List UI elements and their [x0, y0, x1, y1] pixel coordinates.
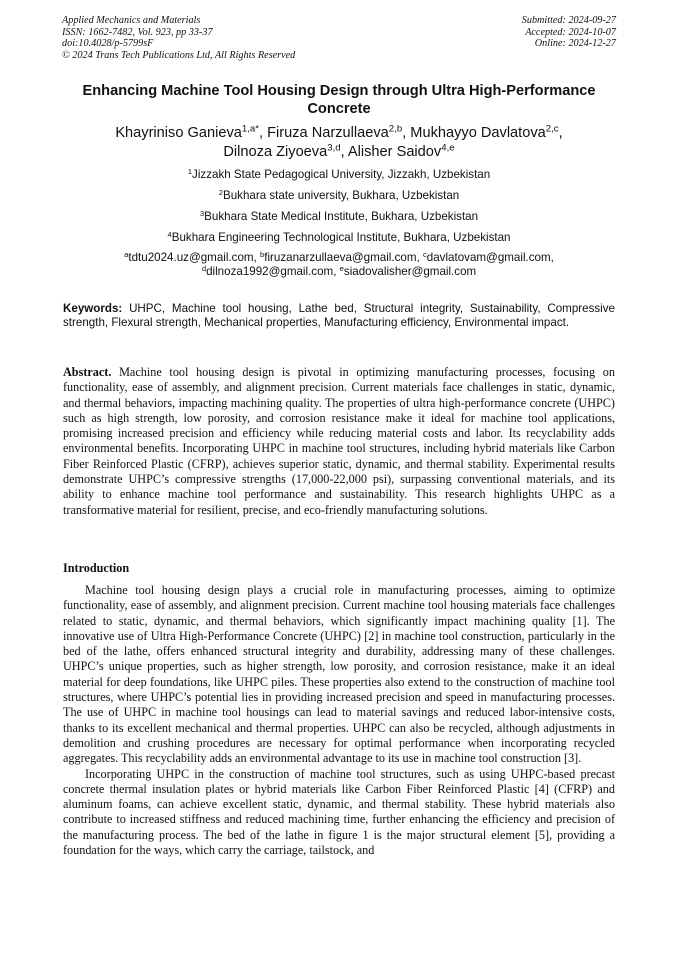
accepted-date: Accepted: 2024-10-07: [525, 26, 616, 38]
keywords-label: Keywords:: [63, 302, 123, 315]
email-link[interactable]: $^c$davlatovam@gmail.com,: [422, 249, 554, 264]
author: Mukhayyo Davlatova$^{2,c}$: [410, 123, 559, 141]
copyright: © 2024 Trans Tech Publications Ltd, All Rights Reserved: [62, 49, 296, 61]
author: Firuza Narzullaeva$^{2,b}$: [267, 123, 403, 141]
author: Alisher Saidov$^{4,e}$: [347, 142, 455, 160]
email-list: [70, 251, 608, 279]
affiliation: $^3$Bukhara State Medical Institute, Bukhara, Uzbekistan: [199, 208, 479, 223]
keywords-text: UHPC, Machine tool housing, Lathe bed, Structural integrity, Sustainability, Compressive strength, Flexural strength, Mechanical properties, Manufacturing efficiency, Environmental impact.: [63, 302, 615, 329]
affiliation: $^1$Jizzakh State Pedagogical University, Jizzakh, Uzbekistan: [187, 166, 491, 181]
abstract-label: Abstract.: [63, 365, 112, 379]
doi-link[interactable]: doi:10.4028/p-5799sF: [62, 38, 154, 50]
paragraph: Machine tool housing design plays a crucial role in manufacturing processes, aiming to optimize functionality, ease of assembly, and alignment precision. Current machine tool housing materials face challenges related to static, dynamic, and thermal behaviors, which significantly impact machining quality [1]. The innovative use of Ultra High-Performance Concrete (UHPC) [2] in machine tool construction, particularly in the bed of the lathe, offers enhanced structural integrity and durability, addressing many of these challenges. UHPC’s unique properties, such as higher strength, low porosity, and corrosion resistance, make it an ideal material for deep foundations, like UHPC piles. These properties also extend to the construction of machine tool structures, where UHPC’s potential lies in providing increased precision and speed in manufacturing processes. The use of UHPC in machine tool housings can lead to material savings and reduced labor-intensive costs, thanks to its excellent mechanical and thermal properties. UHPC can also be recycled, although adjustments in demolition and crushing procedures are necessary for optimal performance when incorporating recycled aggregates. This recyclability adds an environmental advantage to its use in machine tool construction [3].: [63, 583, 615, 766]
author-list: Khayriniso Ganieva$^{1,a*}$, Firuza Narzullaeva$^{2,b}$, Mukhayyo Davlatova$^{2,c}$, Dilnoza Ziyoeva$^{3,d}$, Alisher Saidov$^{4,e}$: [115, 123, 563, 160]
paper-title: Enhancing Machine Tool Housing Design through Ultra High-Performance Concrete: [82, 83, 596, 117]
submitted-date: Submitted: 2024-09-27: [521, 15, 616, 26]
email-link[interactable]: $^e$siadovalisher@gmail.com: [339, 263, 477, 278]
paragraph: Incorporating UHPC in the construction of machine tool structures, such as using UHPC-based precast concrete thermal insulation plates or hybrid materials like Carbon Fiber Reinforced Plastic [4] (CFRP) and aluminum foams, can achieve excellent static, dynamic, and thermal stability. These hybrid materials also contribute to increased stiffness and reduced machining time, further enhancing the efficiency and precision of the manufacturing process. The bed of the lathe in figure 1 is the major structural element [5], providing a foundation for the ways, which carry the carriage, tailstock, and: [63, 766, 615, 858]
author: Khayriniso Ganieva$^{1,a*}$: [115, 123, 260, 141]
journal-name: Applied Mechanics and Materials: [62, 15, 201, 26]
affiliation: $^2$Bukhara state university, Bukhara, Uzbekistan: [218, 187, 460, 202]
author: Dilnoza Ziyoeva$^{3,d}$: [223, 142, 341, 160]
email-link[interactable]: $^b$firuzanarzullaeva@gmail.com,: [260, 249, 423, 264]
introduction-body: [63, 583, 615, 858]
issn[interactable]: ISSN: 1662-7482, Vol. 923, pp 33-37: [62, 26, 213, 38]
abstract-text: Machine tool housing design is pivotal in optimizing manufacturing processes, focusing on functionality, ease of assembly, and alignment precision. Current materials face challenges in static, dynamic, and thermal behaviors, impacting machining quality. The properties of ultra high-performance concrete (UHPC) such as high strength, low porosity, and corrosion resistance make it ideal for machine tool applications, promising increased precision and efficiency while reducing material costs and labor. Its recyclability adds environmental benefits. Incorporating UHPC in machine tool structures, including hybrid materials like Carbon Fiber Reinforced Plastic (CFRP), achieves superior static, dynamic, and thermal stability. Experimental results demonstrate UHPC’s compressive strengths (17,000-22,000 psi), surpassing conventional materials, and its ability to enhance machine tool performance and sustainability. This research highlights UHPC as a transformative material for resilient, precise, and eco-friendly manufacturing solutions.: [63, 365, 615, 517]
keywords-section: [63, 302, 615, 330]
email-link[interactable]: $^d$dilnoza1992@gmail.com,: [201, 263, 340, 278]
publication-dates: [522, 15, 616, 50]
journal-header: [62, 15, 295, 61]
affiliation: $^4$Bukhara Engineering Technological Institute, Bukhara, Uzbekistan: [167, 229, 511, 244]
email-link[interactable]: $^a$tdtu2024.uz@gmail.com,: [124, 249, 260, 264]
section-heading-introduction: Introduction: [63, 561, 130, 575]
abstract-section: [63, 365, 615, 518]
online-date: Online: 2024-12-27: [534, 38, 616, 50]
